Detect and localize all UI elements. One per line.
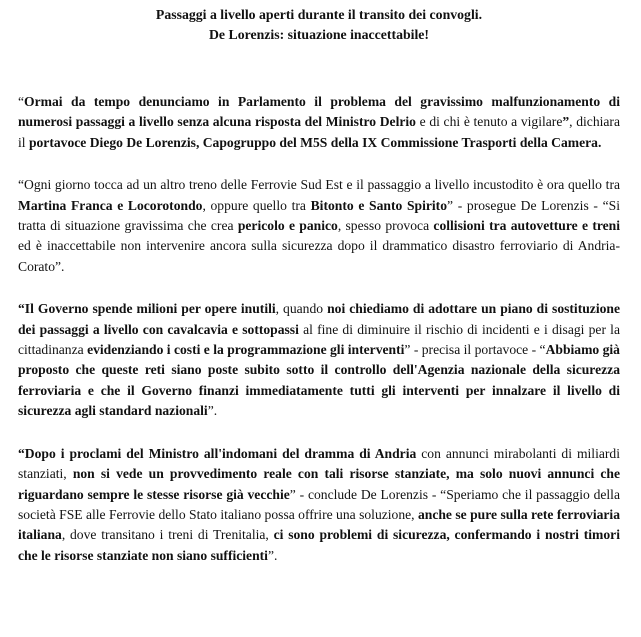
text-run: , quando bbox=[275, 301, 328, 317]
text-run: , spesso provoca bbox=[337, 218, 434, 234]
text-run: Bitonto e Santo Spirito bbox=[310, 197, 447, 213]
text-run: Ormai da tempo denunciamo in Parlamento il problema del gravissimo malfunzionamento di numerosi passaggi a livello senza alcuna risposta del Ministro Delrio bbox=[18, 94, 620, 130]
text-run: ci sono problemi di sicurezza, confermando i nostri timori che le risorse stanziate non siano sufficienti bbox=[18, 527, 620, 563]
text-run: collisioni tra autovetture e treni bbox=[433, 218, 621, 234]
text-run: ” - conclude De Lorenzis - “Speriamo che il passaggio della società FSE alle Ferrovie dello Stato italiano possa offrire una soluzione, bbox=[18, 486, 620, 522]
text-run: , dichiara il bbox=[18, 114, 620, 150]
press-release-document bbox=[18, 5, 620, 566]
text-run: “ bbox=[18, 94, 25, 109]
title-line-1: Passaggi a livello aperti durante il transito dei convogli. bbox=[155, 7, 483, 22]
text-run: ” - prosegue De Lorenzis - “Si tratta di situazione gravissima che crea bbox=[18, 197, 620, 234]
text-run: al fine di diminuire il rischio di incidenti e i disagi per la cittadinanza bbox=[18, 321, 620, 358]
title-line-2: De Lorenzis: situazione inaccettabile! bbox=[208, 27, 430, 42]
paragraph-4 bbox=[18, 444, 620, 566]
document-title bbox=[18, 5, 620, 45]
text-run: Martina Franca e Locorotondo bbox=[18, 197, 203, 213]
paragraph-3 bbox=[18, 299, 620, 421]
text-run: ”. bbox=[207, 403, 218, 419]
text-run: Abbiamo già proposto che queste reti siano poste subito sotto il controllo dell'Agenzia nazionale della sicurezza ferroviaria e che il Governo finanzi immediatamente tutti gli interventi per innalzare il livello di sicurezza agli standard nazionali bbox=[18, 342, 620, 419]
text-run: pericolo e panico bbox=[237, 218, 338, 234]
text-run: e di chi è tenuto a vigilare bbox=[415, 114, 563, 130]
text-run: ” - precisa il portavoce - “ bbox=[404, 342, 546, 358]
text-run: “Ogni giorno tocca ad un altro treno delle Ferrovie Sud Est e il passaggio a livello incustodito è ora quello tra bbox=[18, 177, 620, 193]
text-run: non si vede un provvedimento reale con tali risorse stanziate, ma solo nuovi annunci che riguardano sempre le stesse risorse già vecchie bbox=[18, 466, 620, 502]
text-run: “Dopo i proclami del Ministro all'indomani del dramma di Andria bbox=[18, 445, 417, 461]
text-run: ”. bbox=[267, 547, 278, 563]
paragraph-1 bbox=[18, 92, 620, 153]
text-run: ed è inaccettabile non intervenire ancora sulla sicurezza dopo il drammatico disastro ferroviario di Andria-Corato”. bbox=[18, 238, 620, 274]
text-run: anche se pure sulla rete ferroviaria italiana bbox=[18, 506, 620, 543]
text-run: con annunci mirabolanti di miliardi stanziati, bbox=[18, 445, 620, 482]
text-run: , oppure quello tra bbox=[202, 197, 311, 213]
paragraph-2 bbox=[18, 175, 620, 277]
text-run: ” bbox=[562, 114, 570, 130]
text-run: , dove transitano i treni di Trenitalia, bbox=[61, 527, 274, 543]
text-run: evidenziando i costi e la programmazione gli interventi bbox=[87, 342, 405, 358]
text-run: noi chiediamo di adottare un piano di sostituzione dei passaggi a livello con cavalcavia e sottopassi bbox=[18, 301, 620, 337]
text-run: “Il Governo spende milioni per opere inutili bbox=[18, 301, 276, 317]
text-run: portavoce Diego De Lorenzis, Capogruppo del M5S della IX Commissione Trasporti della Camera. bbox=[28, 134, 602, 150]
